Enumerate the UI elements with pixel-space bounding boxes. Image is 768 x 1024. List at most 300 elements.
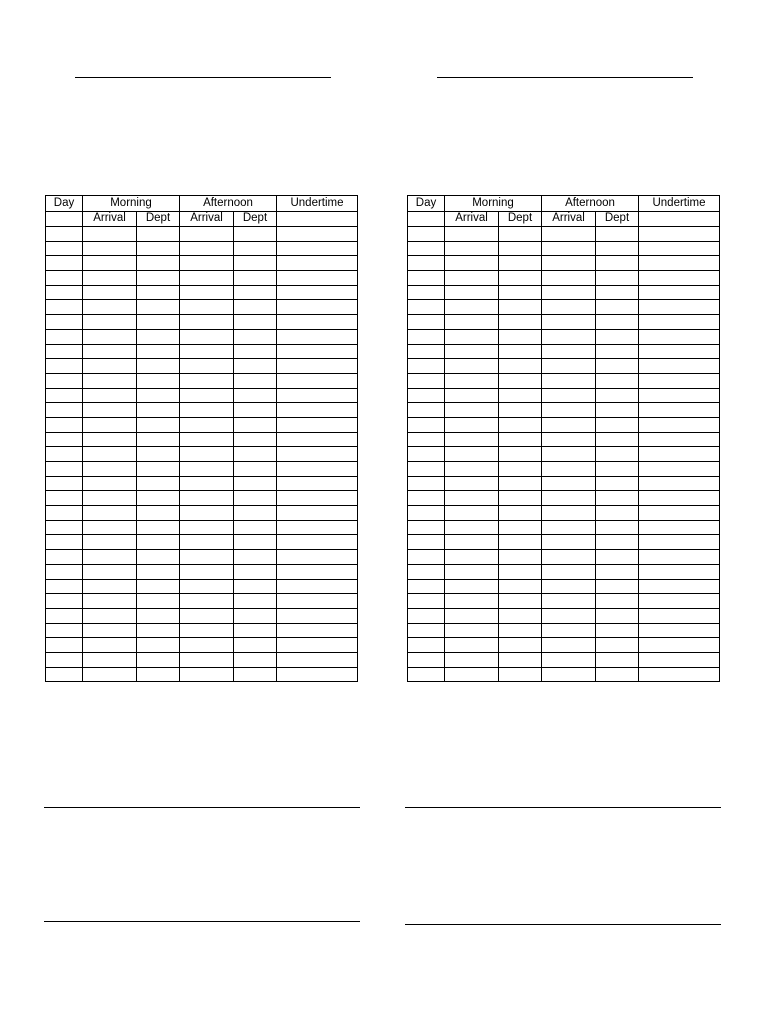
table-row: [46, 403, 358, 418]
table-row: [46, 432, 358, 447]
afternoon-dept-cell: [596, 652, 639, 667]
day-cell: [408, 388, 445, 403]
morning-dept-cell: [137, 623, 180, 638]
afternoon-arrival-cell: [180, 462, 234, 477]
morning-arrival-cell: [83, 623, 137, 638]
afternoon-dept-cell: [234, 623, 277, 638]
morning-arrival-cell: [83, 462, 137, 477]
day-cell: [408, 520, 445, 535]
day-cell: [408, 241, 445, 256]
undertime-cell: [277, 388, 358, 403]
afternoon-arrival-cell: [542, 520, 596, 535]
afternoon-arrival-cell: [180, 285, 234, 300]
afternoon-dept-cell: [596, 315, 639, 330]
day-cell: [408, 623, 445, 638]
afternoon-arrival-cell: [180, 579, 234, 594]
afternoon-arrival-cell: [542, 256, 596, 271]
afternoon-dept-cell: [234, 300, 277, 315]
morning-dept-cell: [137, 652, 180, 667]
afternoon-arrival-cell: [180, 271, 234, 286]
day-cell: [408, 667, 445, 682]
afternoon-arrival-cell: [542, 506, 596, 521]
undertime-cell: [277, 608, 358, 623]
afternoon-arrival-header: Arrival: [542, 211, 596, 227]
afternoon-dept-cell: [234, 315, 277, 330]
afternoon-arrival-cell: [542, 608, 596, 623]
morning-dept-cell: [137, 329, 180, 344]
day-cell: [46, 608, 83, 623]
day-cell: [408, 315, 445, 330]
afternoon-dept-cell: [596, 608, 639, 623]
morning-arrival-cell: [83, 271, 137, 286]
morning-arrival-cell: [83, 359, 137, 374]
table-row: [408, 652, 720, 667]
undertime-cell: [639, 359, 720, 374]
morning-dept-cell: [137, 344, 180, 359]
morning-dept-cell: [499, 476, 542, 491]
undertime-cell: [277, 623, 358, 638]
afternoon-arrival-cell: [180, 329, 234, 344]
afternoon-arrival-cell: [542, 329, 596, 344]
morning-arrival-cell: [83, 506, 137, 521]
afternoon-dept-cell: [234, 506, 277, 521]
undertime-cell: [277, 652, 358, 667]
day-cell: [408, 476, 445, 491]
morning-dept-cell: [137, 506, 180, 521]
undertime-cell: [277, 564, 358, 579]
afternoon-dept-cell: [234, 594, 277, 609]
morning-dept-cell: [499, 667, 542, 682]
undertime-cell: [639, 491, 720, 506]
morning-dept-cell: [137, 564, 180, 579]
day-cell: [46, 535, 83, 550]
afternoon-dept-header: Dept: [596, 211, 639, 227]
afternoon-arrival-cell: [542, 300, 596, 315]
afternoon-dept-cell: [234, 491, 277, 506]
morning-dept-cell: [499, 652, 542, 667]
morning-arrival-cell: [445, 373, 499, 388]
afternoon-dept-cell: [234, 241, 277, 256]
undertime-cell: [639, 417, 720, 432]
afternoon-dept-cell: [234, 447, 277, 462]
day-cell: [408, 652, 445, 667]
afternoon-arrival-cell: [180, 417, 234, 432]
afternoon-arrival-cell: [542, 652, 596, 667]
morning-dept-cell: [137, 476, 180, 491]
morning-dept-cell: [137, 241, 180, 256]
morning-arrival-cell: [445, 300, 499, 315]
day-cell: [408, 256, 445, 271]
table-row: [408, 285, 720, 300]
morning-arrival-cell: [83, 256, 137, 271]
afternoon-dept-cell: [234, 403, 277, 418]
day-cell: [408, 227, 445, 242]
day-cell: [46, 652, 83, 667]
table-row: [46, 315, 358, 330]
undertime-cell: [639, 315, 720, 330]
undertime-header: Undertime: [639, 196, 720, 212]
morning-arrival-cell: [445, 315, 499, 330]
afternoon-dept-cell: [596, 271, 639, 286]
morning-dept-cell: [499, 315, 542, 330]
morning-dept-cell: [137, 520, 180, 535]
day-header: Day: [408, 196, 445, 212]
afternoon-arrival-cell: [180, 535, 234, 550]
table-row: [408, 491, 720, 506]
table-row: [46, 256, 358, 271]
day-cell: [46, 388, 83, 403]
day-cell: [408, 447, 445, 462]
afternoon-arrival-cell: [180, 564, 234, 579]
afternoon-arrival-cell: [542, 417, 596, 432]
table-row: [408, 329, 720, 344]
day-cell: [408, 373, 445, 388]
afternoon-arrival-cell: [542, 491, 596, 506]
morning-dept-cell: [137, 432, 180, 447]
day-cell: [408, 359, 445, 374]
day-cell: [408, 579, 445, 594]
table-row: [46, 579, 358, 594]
day-cell: [46, 417, 83, 432]
table-row: [46, 638, 358, 653]
afternoon-arrival-cell: [180, 403, 234, 418]
morning-arrival-cell: [445, 564, 499, 579]
morning-arrival-cell: [83, 520, 137, 535]
undertime-cell: [639, 447, 720, 462]
morning-dept-cell: [499, 359, 542, 374]
morning-arrival-cell: [83, 241, 137, 256]
day-header: Day: [46, 196, 83, 212]
afternoon-arrival-cell: [542, 388, 596, 403]
afternoon-arrival-cell: [542, 403, 596, 418]
morning-arrival-cell: [83, 594, 137, 609]
header-row: [46, 196, 358, 212]
day-cell: [408, 638, 445, 653]
undertime-cell: [277, 520, 358, 535]
afternoon-dept-cell: [234, 432, 277, 447]
table-row: [46, 667, 358, 682]
table-row: [408, 579, 720, 594]
table-row: [46, 476, 358, 491]
table-row: [408, 623, 720, 638]
undertime-cell: [277, 403, 358, 418]
table-row: [408, 550, 720, 565]
afternoon-dept-cell: [234, 227, 277, 242]
day-cell: [46, 256, 83, 271]
day-cell: [408, 491, 445, 506]
morning-arrival-cell: [83, 344, 137, 359]
morning-arrival-cell: [445, 594, 499, 609]
afternoon-arrival-cell: [542, 344, 596, 359]
header-row: [408, 196, 720, 212]
afternoon-arrival-cell: [542, 594, 596, 609]
afternoon-arrival-cell: [542, 462, 596, 477]
left-time-record-table: [45, 195, 358, 682]
morning-arrival-cell: [445, 623, 499, 638]
day-cell: [46, 476, 83, 491]
undertime-header: Undertime: [277, 196, 358, 212]
morning-dept-cell: [499, 329, 542, 344]
morning-arrival-cell: [445, 638, 499, 653]
morning-dept-cell: [499, 300, 542, 315]
day-cell: [408, 594, 445, 609]
undertime-cell: [639, 652, 720, 667]
table-row: [46, 520, 358, 535]
table-row: [46, 535, 358, 550]
day-cell: [408, 462, 445, 477]
table-row: [46, 564, 358, 579]
afternoon-dept-cell: [596, 432, 639, 447]
table-row: [408, 344, 720, 359]
day-cell: [46, 520, 83, 535]
afternoon-arrival-cell: [542, 373, 596, 388]
undertime-cell: [277, 550, 358, 565]
undertime-cell: [639, 535, 720, 550]
afternoon-arrival-cell: [180, 373, 234, 388]
morning-dept-cell: [137, 608, 180, 623]
day-cell: [46, 359, 83, 374]
undertime-cell: [277, 227, 358, 242]
day-cell: [408, 550, 445, 565]
afternoon-dept-cell: [596, 388, 639, 403]
afternoon-dept-cell: [234, 359, 277, 374]
day-cell: [46, 594, 83, 609]
afternoon-dept-cell: [596, 300, 639, 315]
afternoon-arrival-cell: [542, 359, 596, 374]
morning-dept-cell: [499, 388, 542, 403]
morning-arrival-cell: [445, 579, 499, 594]
morning-dept-cell: [137, 594, 180, 609]
table-row: [46, 329, 358, 344]
morning-arrival-cell: [83, 638, 137, 653]
table-row: [408, 638, 720, 653]
morning-arrival-header: Arrival: [83, 211, 137, 227]
morning-arrival-cell: [445, 506, 499, 521]
morning-arrival-cell: [83, 388, 137, 403]
morning-dept-cell: [499, 285, 542, 300]
morning-dept-cell: [499, 550, 542, 565]
morning-dept-cell: [137, 447, 180, 462]
morning-dept-cell: [499, 506, 542, 521]
morning-dept-cell: [499, 241, 542, 256]
morning-dept-cell: [499, 623, 542, 638]
table-row: [46, 462, 358, 477]
afternoon-dept-cell: [596, 491, 639, 506]
undertime-cell: [277, 373, 358, 388]
afternoon-dept-cell: [234, 285, 277, 300]
day-cell: [46, 315, 83, 330]
undertime-cell: [277, 432, 358, 447]
afternoon-dept-cell: [596, 579, 639, 594]
undertime-subheader-cell: [639, 211, 720, 227]
day-cell: [46, 550, 83, 565]
undertime-cell: [639, 564, 720, 579]
morning-dept-cell: [499, 227, 542, 242]
undertime-cell: [277, 241, 358, 256]
morning-dept-cell: [137, 359, 180, 374]
undertime-cell: [277, 256, 358, 271]
morning-dept-cell: [499, 447, 542, 462]
day-cell: [46, 432, 83, 447]
afternoon-dept-cell: [234, 520, 277, 535]
table-row: [408, 403, 720, 418]
day-cell: [46, 300, 83, 315]
afternoon-dept-cell: [596, 520, 639, 535]
subheader-row: [46, 211, 358, 227]
undertime-cell: [639, 579, 720, 594]
undertime-cell: [639, 271, 720, 286]
day-cell: [408, 329, 445, 344]
morning-arrival-cell: [445, 227, 499, 242]
morning-dept-cell: [499, 535, 542, 550]
undertime-cell: [639, 520, 720, 535]
morning-arrival-cell: [83, 667, 137, 682]
afternoon-arrival-cell: [180, 520, 234, 535]
morning-arrival-cell: [83, 417, 137, 432]
morning-arrival-cell: [83, 476, 137, 491]
morning-arrival-cell: [83, 227, 137, 242]
morning-dept-cell: [499, 462, 542, 477]
table-row: [46, 227, 358, 242]
morning-arrival-cell: [445, 359, 499, 374]
day-cell: [46, 491, 83, 506]
morning-dept-cell: [499, 432, 542, 447]
day-cell: [408, 417, 445, 432]
morning-arrival-cell: [83, 579, 137, 594]
table-row: [46, 608, 358, 623]
day-cell: [46, 373, 83, 388]
afternoon-dept-cell: [234, 271, 277, 286]
table-row: [408, 359, 720, 374]
undertime-cell: [639, 506, 720, 521]
morning-dept-cell: [137, 256, 180, 271]
morning-arrival-cell: [445, 388, 499, 403]
morning-dept-cell: [137, 271, 180, 286]
afternoon-dept-cell: [596, 667, 639, 682]
afternoon-dept-cell: [234, 417, 277, 432]
morning-arrival-cell: [83, 373, 137, 388]
day-cell: [408, 285, 445, 300]
day-cell: [408, 403, 445, 418]
day-cell: [408, 608, 445, 623]
afternoon-dept-cell: [596, 403, 639, 418]
afternoon-arrival-cell: [180, 638, 234, 653]
day-cell: [46, 623, 83, 638]
afternoon-dept-cell: [596, 329, 639, 344]
table-row: [46, 652, 358, 667]
morning-dept-cell: [137, 403, 180, 418]
afternoon-dept-cell: [234, 476, 277, 491]
undertime-cell: [639, 329, 720, 344]
undertime-cell: [639, 432, 720, 447]
day-subheader-cell: [46, 211, 83, 227]
morning-header: Morning: [445, 196, 542, 212]
table-row: [46, 550, 358, 565]
afternoon-arrival-cell: [542, 638, 596, 653]
morning-dept-cell: [499, 491, 542, 506]
table-row: [46, 285, 358, 300]
afternoon-arrival-cell: [180, 447, 234, 462]
morning-dept-cell: [137, 667, 180, 682]
morning-dept-header: Dept: [137, 211, 180, 227]
morning-dept-cell: [499, 564, 542, 579]
afternoon-dept-cell: [234, 550, 277, 565]
morning-arrival-cell: [83, 403, 137, 418]
undertime-cell: [277, 506, 358, 521]
morning-arrival-cell: [445, 241, 499, 256]
afternoon-dept-cell: [234, 564, 277, 579]
afternoon-dept-cell: [234, 344, 277, 359]
undertime-cell: [639, 608, 720, 623]
afternoon-arrival-cell: [542, 285, 596, 300]
table-row: [408, 520, 720, 535]
morning-dept-cell: [137, 315, 180, 330]
afternoon-arrival-cell: [180, 227, 234, 242]
afternoon-dept-cell: [234, 329, 277, 344]
table-row: [46, 417, 358, 432]
afternoon-dept-cell: [596, 447, 639, 462]
morning-dept-cell: [499, 344, 542, 359]
afternoon-dept-cell: [234, 256, 277, 271]
table-row: [408, 241, 720, 256]
undertime-cell: [639, 476, 720, 491]
table-row: [408, 300, 720, 315]
table-row: [46, 300, 358, 315]
afternoon-arrival-cell: [542, 667, 596, 682]
morning-dept-cell: [137, 388, 180, 403]
table-row: [46, 388, 358, 403]
morning-dept-cell: [137, 417, 180, 432]
table-row: [408, 373, 720, 388]
afternoon-dept-cell: [234, 667, 277, 682]
morning-arrival-cell: [83, 300, 137, 315]
afternoon-arrival-cell: [180, 315, 234, 330]
morning-dept-cell: [499, 579, 542, 594]
day-cell: [408, 564, 445, 579]
afternoon-arrival-cell: [180, 476, 234, 491]
morning-dept-cell: [137, 373, 180, 388]
morning-dept-cell: [499, 417, 542, 432]
afternoon-dept-cell: [596, 535, 639, 550]
afternoon-dept-cell: [596, 476, 639, 491]
morning-dept-cell: [499, 373, 542, 388]
table-row: [408, 388, 720, 403]
afternoon-arrival-cell: [542, 623, 596, 638]
afternoon-dept-cell: [234, 579, 277, 594]
undertime-cell: [277, 271, 358, 286]
undertime-cell: [639, 241, 720, 256]
afternoon-arrival-cell: [180, 491, 234, 506]
table-row: [408, 535, 720, 550]
afternoon-arrival-cell: [542, 476, 596, 491]
afternoon-arrival-cell: [180, 550, 234, 565]
table-row: [408, 447, 720, 462]
morning-arrival-cell: [445, 271, 499, 286]
afternoon-header: Afternoon: [180, 196, 277, 212]
day-cell: [46, 329, 83, 344]
table-row: [408, 667, 720, 682]
afternoon-arrival-cell: [180, 241, 234, 256]
morning-arrival-header: Arrival: [445, 211, 499, 227]
day-cell: [408, 506, 445, 521]
afternoon-dept-cell: [234, 462, 277, 477]
morning-arrival-cell: [83, 329, 137, 344]
day-cell: [46, 564, 83, 579]
afternoon-dept-cell: [596, 256, 639, 271]
day-cell: [408, 535, 445, 550]
morning-arrival-cell: [445, 535, 499, 550]
day-cell: [46, 667, 83, 682]
